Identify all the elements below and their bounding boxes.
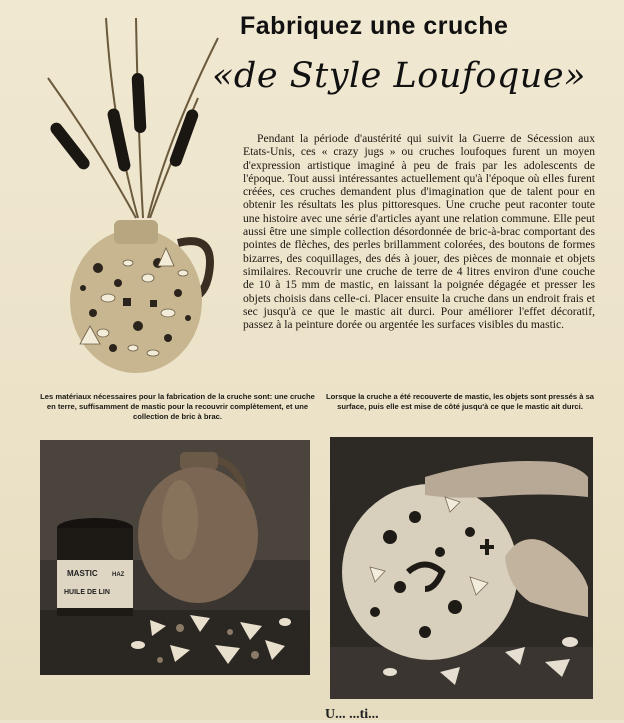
pressing-photo xyxy=(330,437,593,699)
materials-photo xyxy=(40,440,310,675)
caption-pressing: Lorsque la cruche a été recouverte de mastic, les objets sont pressés à sa surface, puis elle est mise de côté jusqu'à ce que le mastic ait durci. xyxy=(326,392,595,411)
caption-materials: Les matériaux nécessaires pour la fabrication de la cruche sont: une cruche en terre, suffisamment de mastic pour la recouvrir complètement, et une collection de bric à brac. xyxy=(40,392,315,421)
page-subtitle: «de Style Loufoque» xyxy=(212,56,586,96)
article-body: Pendant la période d'austérité qui suivit la Guerre de Sécession aux Etats-Unis, ces « crazy jugs » ou cruches loufoques furent un moyen d'expression artistique imaginé à peu de frais par les adolescents de l'époque. Tout aussi intéressantes actuellement qu'à l'époque où elles furent créées, ces cruches demandent plus d'imagination que de talent pour en obtenir les résultats les plus pittoresques. Une cruche peut raconter toute une histoire avec une série d'articles ayant une relation commune. Elle peut aussi être une simple collection désordonnée de bric-à-brac comportant des pointes de flèches, des perles brillamment colorées, des boutons de formes bizarres, des coquillages, des dés à jouer, des pièces de monnaie et objets similaires. Recouvrir une cruche de terre de 4 litres environ d'une couche de 10 à 15 mm de mastic, en laissant la poignée dégagée et presser les objets choisis dans celle-ci. Placer ensuite la cruche dans un endroit frais et sec jusqu'à ce que le mastic ait durci. Pour améliorer l'effet décoratif, passez à la peinture dorée ou argentée les surfaces visibles du mastic. xyxy=(243,132,595,332)
can-label-huile: HUILE DE LIN xyxy=(64,589,110,596)
page-title: Fabriquez une cruche xyxy=(240,12,509,40)
can-label-mastic: MASTIC xyxy=(67,569,98,578)
can-label-haz: HAZ xyxy=(112,572,125,578)
jug-illustration xyxy=(18,8,238,378)
next-section-fragment: U... ...ti... xyxy=(325,707,379,722)
